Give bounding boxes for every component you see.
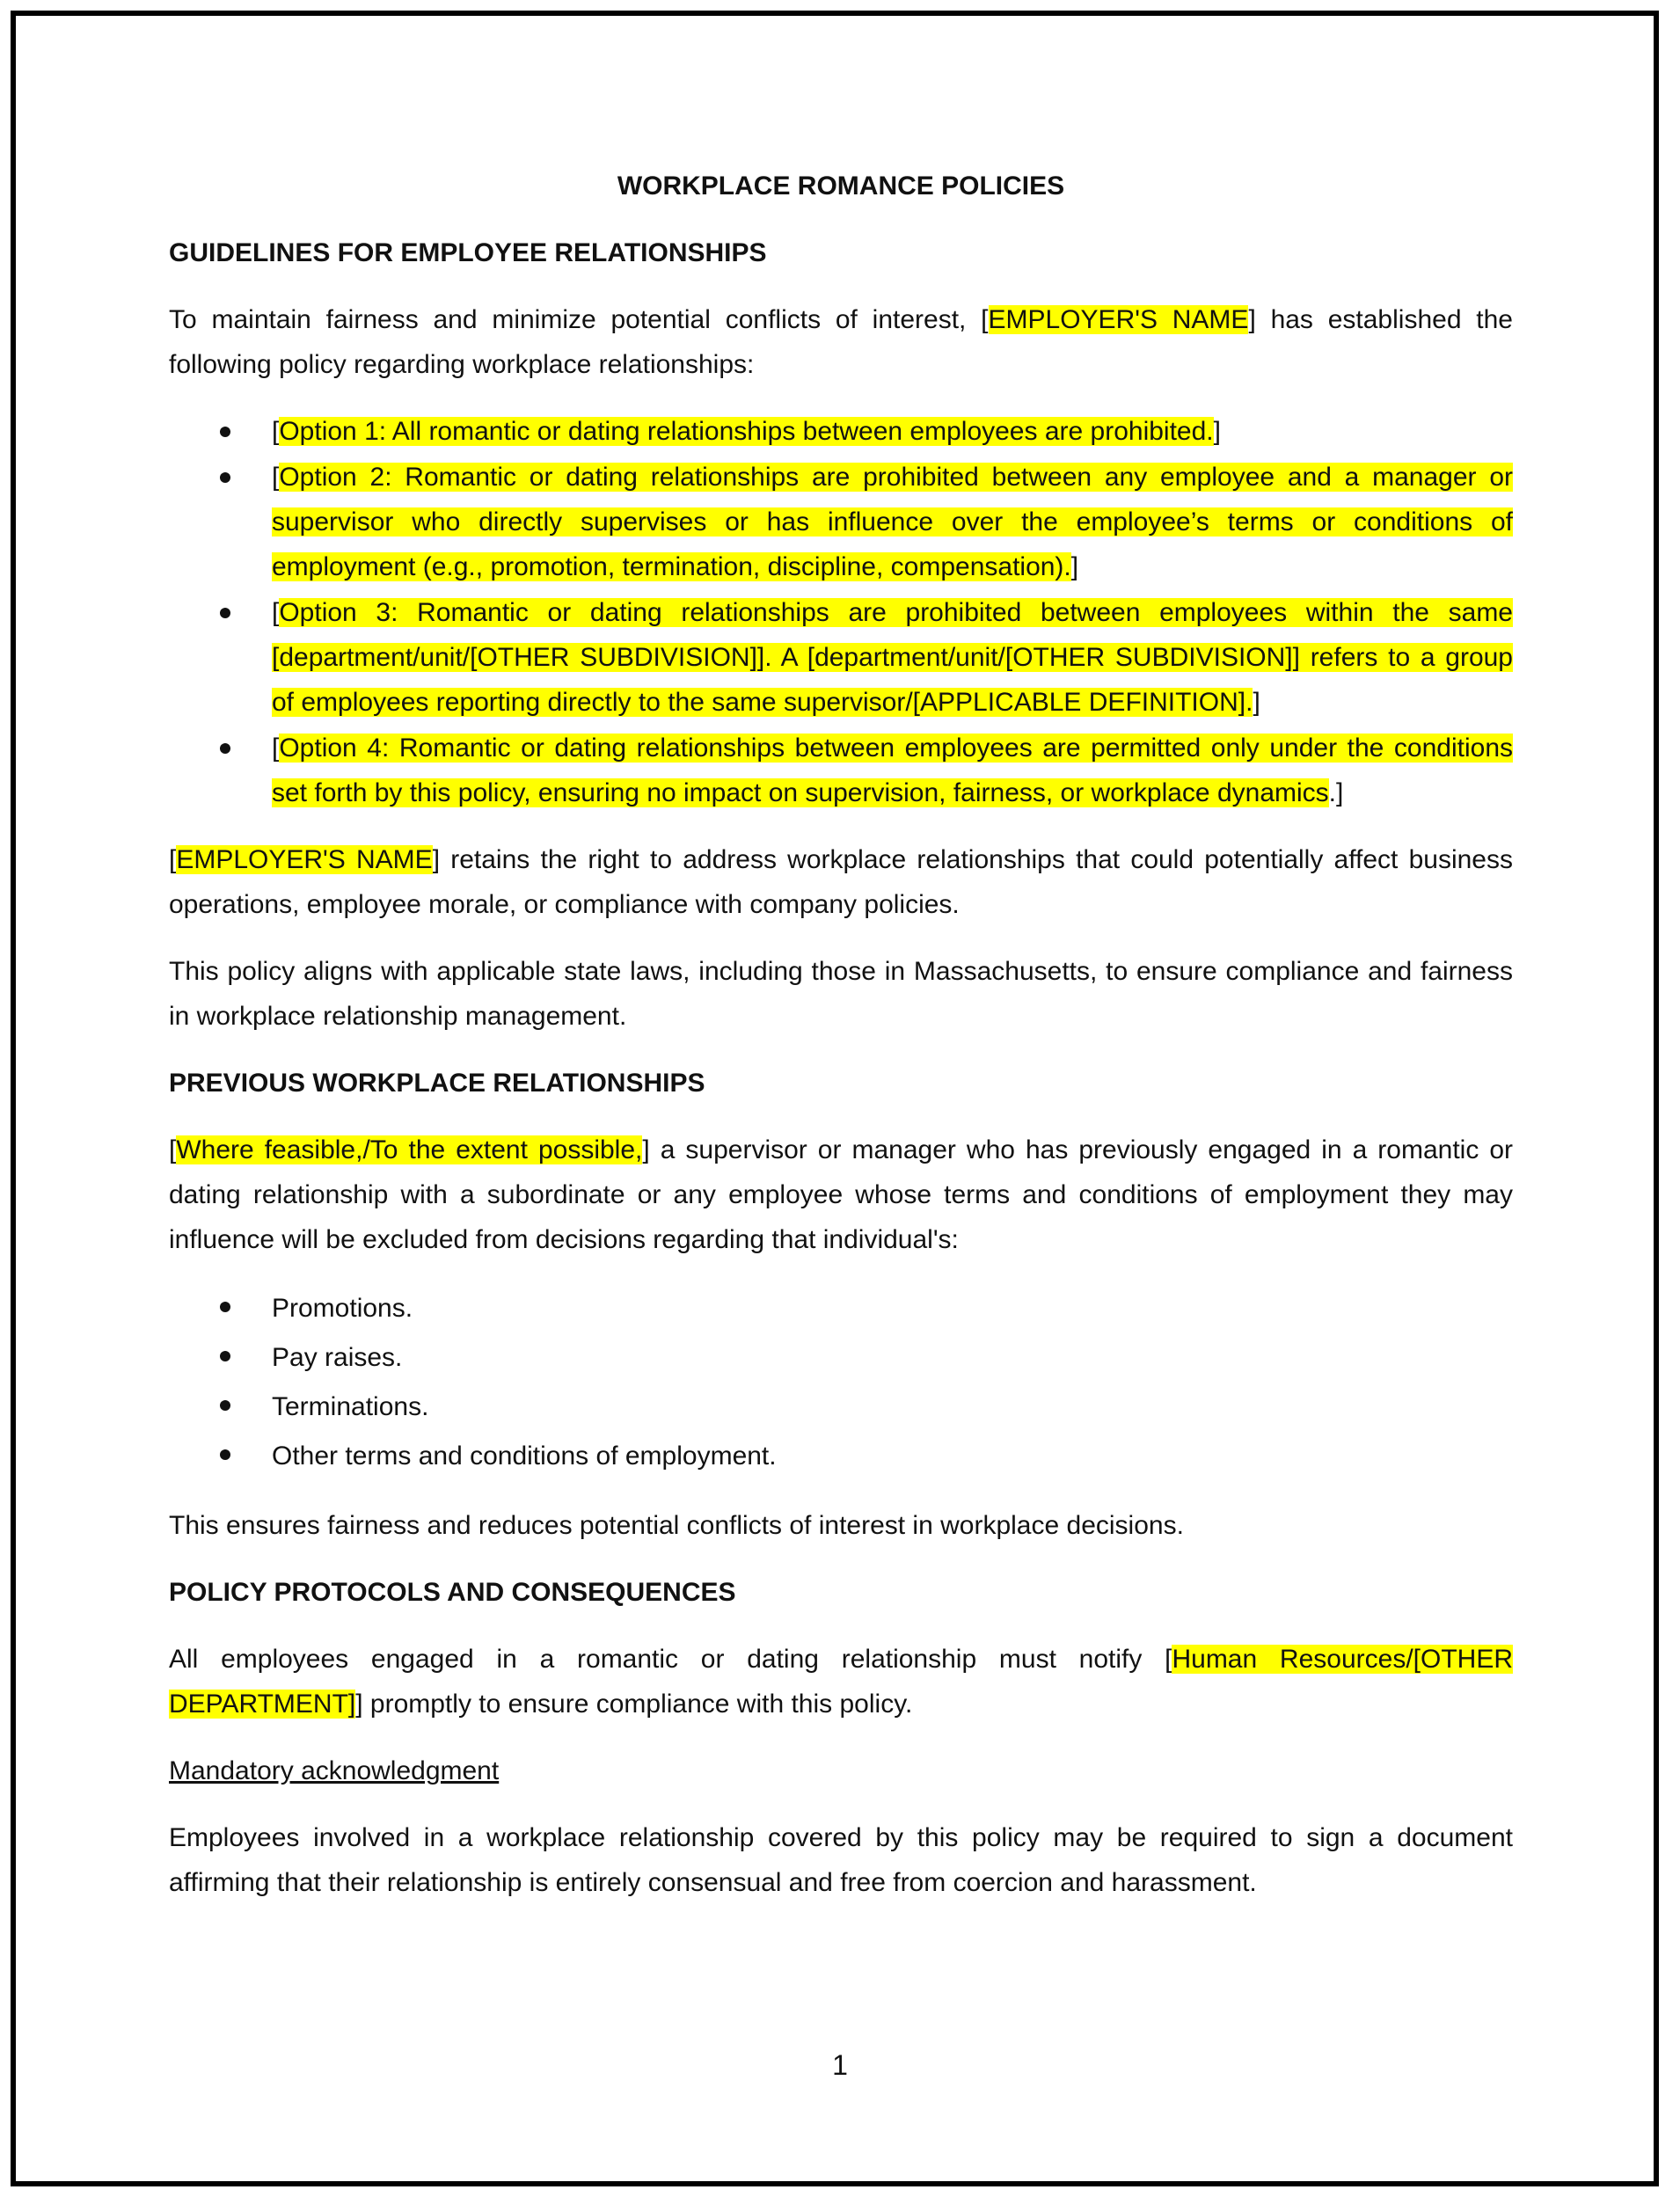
bullet-icon [220,743,230,754]
text-span: [ [272,463,280,492]
list-item-option-3 [169,590,1513,725]
list-item [169,1432,1513,1481]
list-item-text: Promotions. [272,1294,413,1323]
document-body [169,164,1513,1927]
paragraph-notify [169,1637,1513,1726]
list-item [169,1284,1513,1333]
placeholder-department: Human Resources/[OTHER DEPARTMENT] [169,1645,1513,1719]
bullet-icon [220,608,230,618]
list-item-option-4 [169,726,1513,815]
section-heading-protocols: POLICY PROTOCOLS AND CONSEQUENCES [169,1578,736,1607]
text-span: To maintain fairness and minimize potential conflicts of interest, [ [169,305,989,334]
paragraph-intro [169,297,1513,387]
paragraph-previous-relationships [169,1128,1513,1262]
paragraph-acknowledgment: Employees involved in a workplace relationship covered by this policy may be required to sign a document affirming that their relationship is entirely consensual and free from coercion and harassment. [169,1823,1513,1897]
list-item-text: Terminations. [272,1392,429,1421]
text-span: [ [272,417,280,446]
document-title: WORKPLACE ROMANCE POLICIES [617,172,1065,201]
text-span: .] [1328,778,1344,807]
placeholder-employer-name: EMPLOYER'S NAME [176,845,433,874]
list-item [169,1333,1513,1383]
text-span: ] promptly to ensure compliance with this policy. [355,1690,913,1719]
text-span: ] [1070,552,1079,581]
text-span: ] [1253,688,1260,717]
bullet-icon [220,472,230,483]
policy-options-list [169,409,1513,815]
paragraph-employer-rights [169,837,1513,927]
list-item-option-1 [169,409,1513,454]
section-heading-previous: PREVIOUS WORKPLACE RELATIONSHIPS [169,1069,705,1098]
text-span: ] a supervisor or manager who has previously engaged in a romantic or dating relationship with a subordinate or any employee whose terms and conditions of employment they may influence will be excluded from decisions regarding that individual's: [169,1135,1514,1254]
placeholder-feasibility: Where feasible,/To the extent possible, [176,1135,643,1164]
paragraph-state-laws: This policy aligns with applicable state laws, including those in Massachusetts, to ensure compliance and fairness in workplace relationship management. [169,957,1513,1031]
highlighted-option-text: Option 4: Romantic or dating relationships between employees are permitted only under the conditions set forth by this policy, ensuring no impact on supervision, fairness, or workplace dynamics [272,734,1513,807]
highlighted-option-text: Option 2: Romantic or dating relationships are prohibited between any employee and a manager or supervisor who directly supervises or has influence over the employee’s terms or conditions of employment (e.g., promotion, termination, discipline, compensation). [272,463,1513,581]
decisions-list [169,1284,1513,1481]
bullet-icon [220,1302,230,1312]
text-span: ] [1213,417,1221,446]
page-number: 1 [832,2049,848,2081]
highlighted-option-text: Option 3: Romantic or dating relationships are prohibited between employees within the same [department/unit/[OTHER SUBDIVISION]]. A [department/unit/[OTHER SUBDIVISION]] refers to a group of employees reporting directly to the same supervisor/[APPLICABLE DEFINITION]. [272,598,1513,717]
list-item-text: Other terms and conditions of employment. [272,1442,777,1471]
text-span: [ [169,1135,177,1164]
text-span: ] has established the following policy regarding workplace relationships: [169,305,1513,379]
subheading-acknowledgment: Mandatory acknowledgment [169,1756,500,1785]
list-item [169,1383,1513,1432]
list-item-option-2 [169,455,1513,589]
text-span: ] retains the right to address workplace relationships that could potentially affect business operations, employee morale, or compliance with company policies. [169,845,1513,919]
highlighted-option-text: Option 1: All romantic or dating relationships between employees are prohibited. [279,417,1214,446]
bullet-icon [220,1400,230,1411]
text-span: All employees engaged in a romantic or dating relationship must notify [ [169,1645,1172,1674]
bullet-icon [220,1449,230,1460]
paragraph-fairness: This ensures fairness and reduces potential conflicts of interest in workplace decisions. [169,1511,1184,1540]
text-span: [ [169,845,177,874]
text-span: [ [272,734,280,763]
list-item-text: Pay raises. [272,1343,403,1372]
bullet-icon [220,427,230,437]
text-span: [ [272,598,280,627]
section-heading-guidelines: GUIDELINES FOR EMPLOYEE RELATIONSHIPS [169,238,767,267]
placeholder-employer-name: EMPLOYER'S NAME [988,305,1249,334]
bullet-icon [220,1351,230,1361]
